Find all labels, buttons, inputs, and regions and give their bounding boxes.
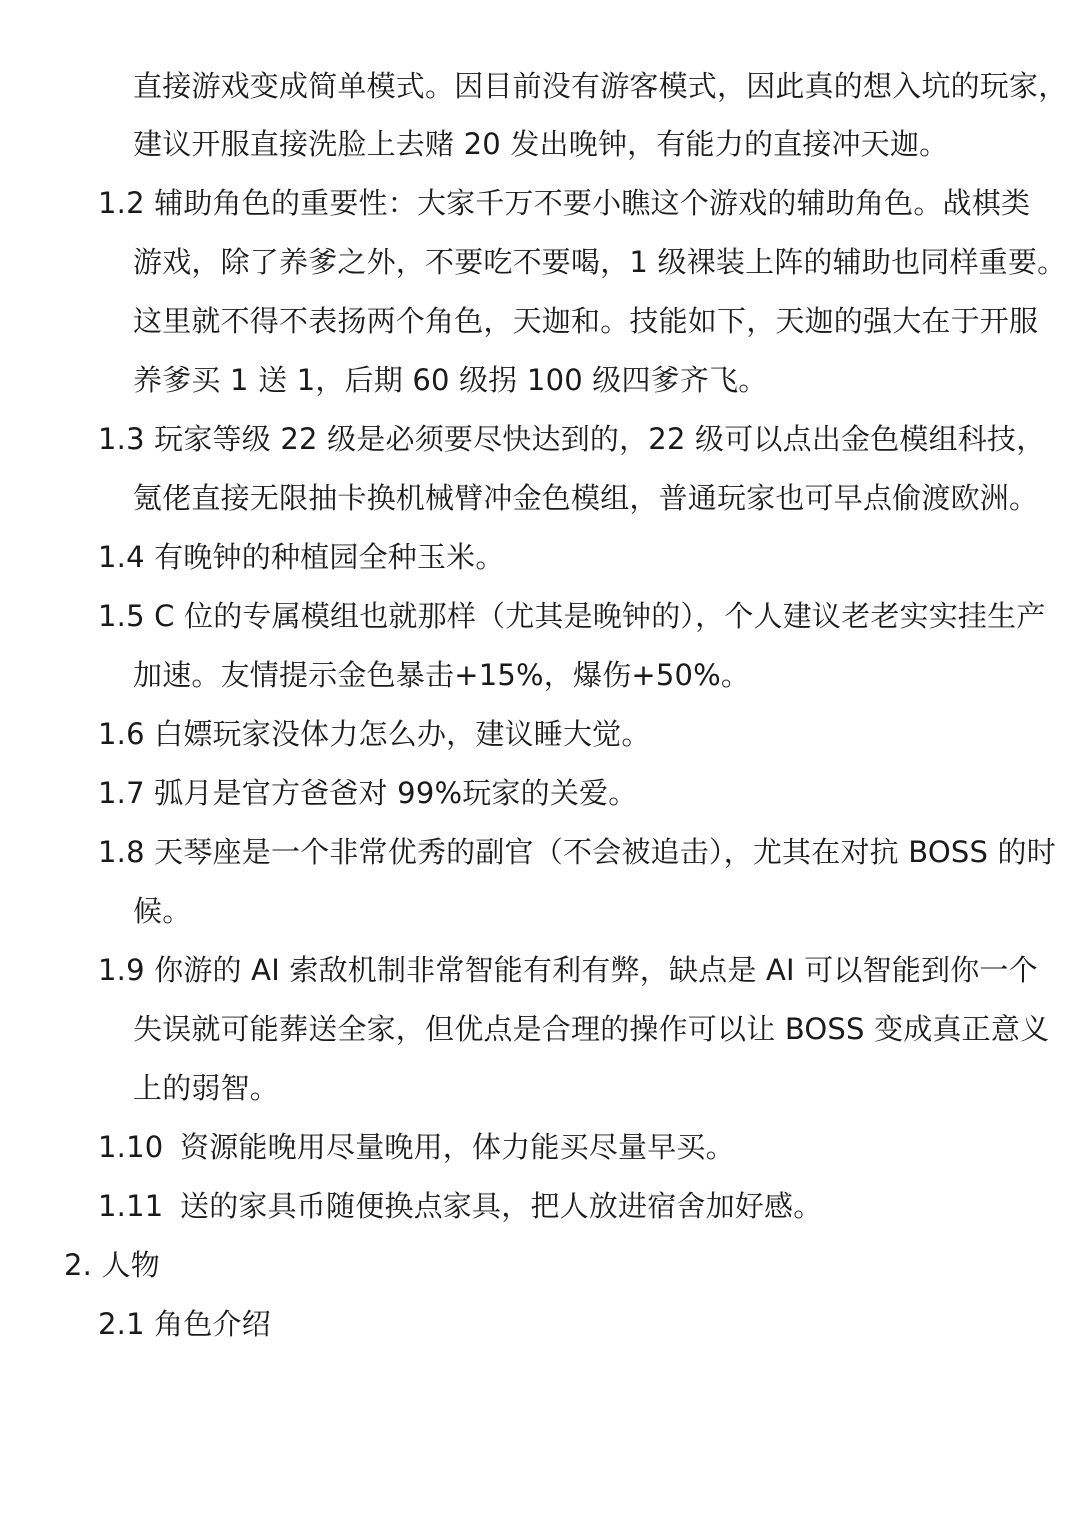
item-number: 1.4 [98, 540, 145, 574]
subsection-heading [98, 1307, 271, 1341]
list-item-1-3 [98, 422, 1045, 456]
item-text: 送的家具币随便换点家具，把人放进宿舍加好感。 [180, 1189, 823, 1223]
subsection-title: 角色介绍 [154, 1307, 271, 1341]
item-number: 1.11 [98, 1189, 164, 1223]
text-line: 建议开服直接洗脸上去赌 20 发出晚钟，有能力的直接冲天迦。 [133, 127, 949, 161]
item-number: 1.3 [98, 422, 145, 456]
item-text: 辅助角色的重要性：大家千万不要小瞧这个游戏的辅助角色。战棋类 [154, 186, 1031, 220]
item-number: 1.8 [98, 835, 145, 869]
list-item-1-9 [98, 953, 1038, 987]
section-title: 人物 [101, 1248, 160, 1282]
item-number: 1.5 [98, 599, 145, 633]
item-text: C 位的专属模组也就那样（尤其是晚钟的），个人建议老老实实挂生产 [154, 599, 1046, 633]
item-text: 天琴座是一个非常优秀的副官（不会被追击），尤其在对抗 BOSS 的时 [154, 835, 1056, 869]
item-text: 弧月是官方爸爸对 99%玩家的关爱。 [154, 776, 638, 810]
item-number: 1.6 [98, 717, 145, 751]
text-line: 养爹买 1 送 1，后期 60 级拐 100 级四爹齐飞。 [133, 363, 768, 397]
item-text: 玩家等级 22 级是必须要尽快达到的，22 级可以点出金色模组科技， [154, 422, 1046, 456]
item-number: 1.9 [98, 953, 145, 987]
item-number: 1.2 [98, 186, 145, 220]
item-text: 白嫖玩家没体力怎么办，建议睡大觉。 [154, 717, 651, 751]
list-item-1-8 [98, 835, 1056, 869]
item-text: 资源能晚用尽量晚用，体力能买尽量早买。 [180, 1130, 735, 1164]
list-item-1-11 [98, 1189, 822, 1223]
subsection-number: 2.1 [98, 1307, 145, 1341]
list-item-1-10 [98, 1130, 735, 1164]
list-item-1-4 [98, 540, 505, 574]
text-line: 这里就不得不表扬两个角色，天迦和。技能如下，天迦的强大在于开服 [133, 304, 1039, 338]
text-line: 直接游戏变成简单模式。因目前没有游客模式，因此真的想入坑的玩家， [133, 69, 1068, 103]
text-line: 游戏，除了养爹之外，不要吃不要喝，1 级裸装上阵的辅助也同样重要。 [133, 245, 1067, 279]
section-heading [64, 1248, 160, 1282]
item-text: 有晚钟的种植园全种玉米。 [154, 540, 505, 574]
list-item-1-2 [98, 186, 1030, 220]
text-line: 氪佬直接无限抽卡换机械臂冲金色模组，普通玩家也可早点偷渡欧洲。 [133, 481, 1039, 515]
item-number: 1.10 [98, 1130, 164, 1164]
text-line: 失误就可能葬送全家，但优点是合理的操作可以让 BOSS 变成真正意义 [133, 1012, 1050, 1046]
text-line: 上的弱智。 [133, 1071, 280, 1105]
section-number: 2. [64, 1248, 93, 1282]
item-text: 你游的 AI 索敌机制非常智能有利有弊，缺点是 AI 可以智能到你一个 [154, 953, 1038, 987]
text-line: 候。 [133, 894, 192, 928]
list-item-1-5 [98, 599, 1046, 633]
list-item-1-6 [98, 717, 651, 751]
list-item-1-7 [98, 776, 637, 810]
item-number: 1.7 [98, 776, 145, 810]
text-line: 加速。友情提示金色暴击+15%，爆伤+50%。 [133, 658, 751, 692]
